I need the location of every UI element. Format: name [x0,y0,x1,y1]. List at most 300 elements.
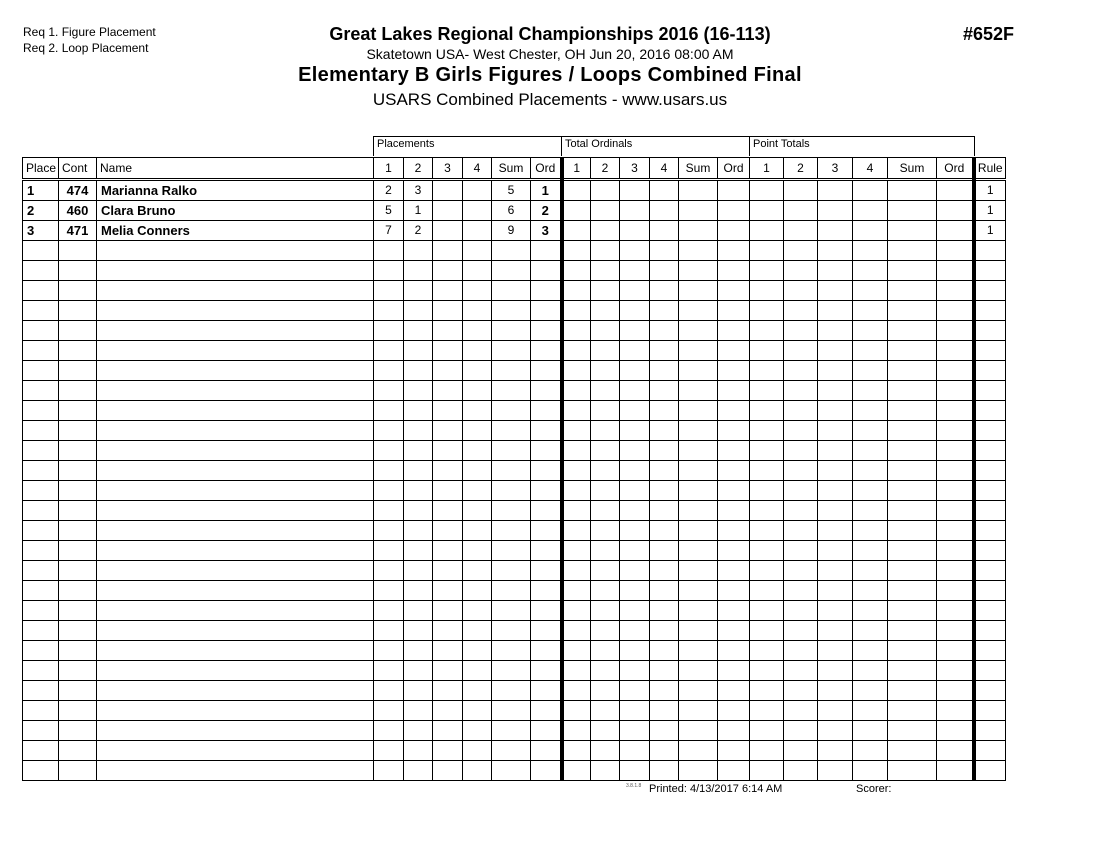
empty-cell [59,501,97,521]
empty-cell [492,681,531,701]
empty-cell [23,441,59,461]
empty-cell [853,381,888,401]
requirement-1: Req 1. Figure Placement [23,25,156,39]
empty-cell [97,581,374,601]
empty-cell [492,301,531,321]
empty-cell [463,381,492,401]
empty-cell [404,641,433,661]
empty-cell [888,381,937,401]
empty-cell [888,561,937,581]
empty-cell [562,281,591,301]
empty-cell [620,681,650,701]
empty-cell [492,261,531,281]
ordinal-sum-cell [679,221,718,241]
empty-cell [463,361,492,381]
empty-cell [531,501,562,521]
empty-cell [463,721,492,741]
empty-cell [679,661,718,681]
empty-cell [23,721,59,741]
ordinal-2-cell [591,180,620,201]
empty-cell [718,321,750,341]
empty-cell [433,761,463,781]
empty-cell [97,541,374,561]
empty-cell [23,461,59,481]
empty-cell [433,301,463,321]
empty-cell [59,621,97,641]
empty-cell [374,681,404,701]
rule-cell: 1 [974,221,1006,241]
empty-cell [374,321,404,341]
empty-cell [650,541,679,561]
empty-cell [937,521,974,541]
empty-cell [818,241,853,261]
empty-table-row [23,361,1006,381]
empty-cell [937,541,974,561]
empty-cell [750,641,784,661]
empty-cell [888,521,937,541]
empty-cell [750,661,784,681]
empty-cell [562,581,591,601]
col-name: Name [97,158,374,180]
empty-cell [784,341,818,361]
empty-cell [374,481,404,501]
empty-cell [97,281,374,301]
empty-cell [562,741,591,761]
empty-cell [531,661,562,681]
group-point-totals: Point Totals [749,136,975,156]
points-1-cell [750,201,784,221]
empty-cell [888,581,937,601]
empty-cell [853,241,888,261]
empty-cell [23,761,59,781]
empty-cell [718,281,750,301]
empty-cell [784,461,818,481]
empty-cell [853,601,888,621]
empty-cell [492,621,531,641]
empty-cell [679,281,718,301]
empty-cell [591,441,620,461]
empty-cell [650,401,679,421]
empty-cell [818,441,853,461]
empty-cell [433,581,463,601]
empty-cell [784,441,818,461]
empty-cell [620,761,650,781]
empty-cell [818,501,853,521]
empty-cell [718,661,750,681]
empty-cell [718,761,750,781]
empty-cell [718,641,750,661]
empty-cell [374,661,404,681]
empty-cell [97,441,374,461]
empty-cell [974,281,1006,301]
points-4-cell [853,201,888,221]
empty-cell [404,461,433,481]
empty-cell [750,581,784,601]
empty-cell [718,401,750,421]
empty-cell [784,401,818,421]
empty-cell [23,621,59,641]
empty-cell [888,541,937,561]
empty-cell [492,381,531,401]
empty-cell [562,341,591,361]
empty-cell [492,761,531,781]
col-placement-4: 4 [463,158,492,180]
empty-cell [59,421,97,441]
empty-cell [937,341,974,361]
empty-cell [974,741,1006,761]
empty-cell [374,361,404,381]
ordinal-3-cell [620,180,650,201]
empty-cell [591,401,620,421]
empty-cell [818,261,853,281]
empty-cell [433,421,463,441]
empty-cell [97,481,374,501]
empty-cell [650,441,679,461]
empty-cell [374,601,404,621]
empty-cell [97,361,374,381]
empty-cell [679,761,718,781]
empty-cell [433,461,463,481]
points-ord-cell [937,180,974,201]
placement-ord-cell: 3 [531,221,562,241]
rule-cell: 1 [974,180,1006,201]
empty-cell [620,381,650,401]
empty-cell [784,661,818,681]
empty-cell [492,541,531,561]
empty-cell [974,761,1006,781]
empty-cell [718,361,750,381]
placement-ord-cell: 1 [531,180,562,201]
empty-cell [97,461,374,481]
empty-cell [433,541,463,561]
empty-cell [23,281,59,301]
empty-cell [59,281,97,301]
empty-cell [620,741,650,761]
empty-cell [679,461,718,481]
empty-cell [374,741,404,761]
empty-cell [937,701,974,721]
empty-cell [650,341,679,361]
empty-cell [531,681,562,701]
empty-cell [404,241,433,261]
empty-cell [492,561,531,581]
empty-cell [650,241,679,261]
event-title: Elementary B Girls Figures / Loops Combined Final [298,64,802,86]
empty-cell [750,441,784,461]
empty-cell [679,381,718,401]
empty-cell [784,261,818,281]
empty-cell [404,721,433,741]
empty-cell [750,301,784,321]
empty-cell [888,481,937,501]
empty-cell [591,361,620,381]
empty-cell [853,741,888,761]
empty-cell [433,701,463,721]
points-sum-cell [888,180,937,201]
empty-cell [433,241,463,261]
group-placements: Placements [373,136,562,156]
empty-cell [974,581,1006,601]
empty-cell [818,621,853,641]
empty-cell [463,741,492,761]
placement-4-cell [463,180,492,201]
empty-cell [679,521,718,541]
empty-cell [750,601,784,621]
points-3-cell [818,201,853,221]
empty-cell [404,501,433,521]
empty-cell [531,361,562,381]
col-ordinal-3: 3 [620,158,650,180]
empty-cell [23,301,59,321]
table-row [23,180,1006,201]
empty-cell [750,521,784,541]
empty-cell [562,461,591,481]
points-sum-cell [888,201,937,221]
ordinal-2-cell [591,201,620,221]
empty-table-row [23,521,1006,541]
empty-cell [97,421,374,441]
place-cell: 2 [23,201,59,221]
empty-cell [784,301,818,321]
empty-cell [718,701,750,721]
empty-cell [718,581,750,601]
empty-cell [531,381,562,401]
empty-cell [937,401,974,421]
empty-cell [620,621,650,641]
placement-1-cell: 5 [374,201,404,221]
empty-cell [591,701,620,721]
empty-cell [974,481,1006,501]
empty-cell [59,381,97,401]
empty-cell [404,341,433,361]
empty-cell [784,561,818,581]
empty-cell [818,421,853,441]
empty-cell [591,601,620,621]
empty-table-row [23,601,1006,621]
empty-cell [784,321,818,341]
empty-cell [974,721,1006,741]
empty-cell [433,261,463,281]
empty-cell [374,501,404,521]
empty-cell [937,721,974,741]
empty-cell [97,761,374,781]
placement-4-cell [463,201,492,221]
empty-table-row [23,241,1006,261]
empty-cell [531,401,562,421]
empty-cell [59,441,97,461]
empty-cell [562,361,591,381]
empty-cell [23,741,59,761]
empty-cell [679,441,718,461]
empty-cell [531,461,562,481]
empty-cell [97,341,374,361]
placement-1-cell: 7 [374,221,404,241]
empty-cell [818,681,853,701]
ordinal-4-cell [650,221,679,241]
empty-cell [620,281,650,301]
empty-cell [562,701,591,721]
empty-cell [433,661,463,681]
empty-cell [818,741,853,761]
empty-cell [59,301,97,321]
empty-cell [463,641,492,661]
empty-cell [784,701,818,721]
empty-cell [620,341,650,361]
empty-cell [650,481,679,501]
empty-cell [937,301,974,321]
empty-cell [433,321,463,341]
placement-1-cell: 2 [374,180,404,201]
empty-cell [650,621,679,641]
empty-cell [853,701,888,721]
empty-table-row [23,321,1006,341]
empty-cell [562,381,591,401]
empty-table-row [23,461,1006,481]
empty-cell [404,581,433,601]
empty-cell [679,601,718,621]
cont-cell: 471 [59,221,97,241]
empty-cell [404,661,433,681]
empty-cell [818,521,853,541]
empty-cell [853,681,888,701]
empty-cell [853,581,888,601]
empty-cell [433,501,463,521]
empty-cell [531,581,562,601]
points-2-cell [784,221,818,241]
empty-cell [750,461,784,481]
empty-table-row [23,481,1006,501]
points-2-cell [784,180,818,201]
empty-cell [718,721,750,741]
empty-cell [750,381,784,401]
empty-table-row [23,721,1006,741]
empty-cell [492,281,531,301]
empty-cell [59,521,97,541]
empty-cell [718,461,750,481]
ordinal-3-cell [620,221,650,241]
empty-cell [97,401,374,421]
empty-cell [591,621,620,641]
empty-cell [620,301,650,321]
empty-cell [974,341,1006,361]
empty-cell [562,641,591,661]
empty-cell [23,521,59,541]
empty-cell [650,421,679,441]
empty-cell [937,741,974,761]
empty-cell [23,681,59,701]
cont-cell: 460 [59,201,97,221]
points-2-cell [784,201,818,221]
empty-cell [620,241,650,261]
empty-cell [679,541,718,561]
empty-cell [888,361,937,381]
empty-cell [463,661,492,681]
empty-table-row [23,681,1006,701]
empty-cell [818,641,853,661]
empty-cell [23,541,59,561]
empty-cell [718,541,750,561]
empty-cell [404,441,433,461]
empty-cell [750,721,784,741]
empty-cell [818,301,853,321]
empty-cell [620,581,650,601]
empty-cell [974,501,1006,521]
empty-cell [937,641,974,661]
empty-cell [59,321,97,341]
empty-cell [818,701,853,721]
empty-cell [784,281,818,301]
empty-cell [974,301,1006,321]
col-ordinal-sum: Sum [679,158,718,180]
empty-cell [620,541,650,561]
empty-cell [784,361,818,381]
empty-cell [97,241,374,261]
empty-cell [404,301,433,321]
col-placement-ord: Ord [531,158,562,180]
empty-cell [818,461,853,481]
printed-timestamp: Printed: 4/13/2017 6:14 AM [649,783,783,795]
empty-cell [888,501,937,521]
empty-cell [562,541,591,561]
empty-cell [853,661,888,681]
empty-cell [679,641,718,661]
empty-cell [531,701,562,721]
empty-cell [492,641,531,661]
empty-cell [463,461,492,481]
empty-cell [492,361,531,381]
empty-cell [853,761,888,781]
empty-cell [784,681,818,701]
empty-cell [974,381,1006,401]
placement-2-cell: 3 [404,180,433,201]
empty-cell [888,241,937,261]
empty-cell [463,541,492,561]
empty-cell [784,741,818,761]
points-1-cell [750,221,784,241]
empty-cell [23,241,59,261]
empty-cell [937,241,974,261]
col-points-4: 4 [853,158,888,180]
empty-cell [562,681,591,701]
empty-cell [433,521,463,541]
empty-cell [97,661,374,681]
empty-cell [853,401,888,421]
empty-cell [463,581,492,601]
empty-cell [591,541,620,561]
empty-cell [888,761,937,781]
empty-cell [97,561,374,581]
empty-cell [750,541,784,561]
empty-cell [974,701,1006,721]
empty-cell [784,541,818,561]
empty-table-row [23,661,1006,681]
empty-cell [59,701,97,721]
empty-cell [492,581,531,601]
empty-cell [463,401,492,421]
empty-cell [591,241,620,261]
event-subtitle: USARS Combined Placements - www.usars.us [372,90,728,109]
empty-cell [937,481,974,501]
empty-cell [433,681,463,701]
empty-cell [784,241,818,261]
empty-cell [562,301,591,321]
table-row [23,201,1006,221]
empty-cell [433,741,463,761]
empty-cell [463,321,492,341]
empty-cell [374,341,404,361]
empty-cell [718,381,750,401]
empty-cell [853,281,888,301]
